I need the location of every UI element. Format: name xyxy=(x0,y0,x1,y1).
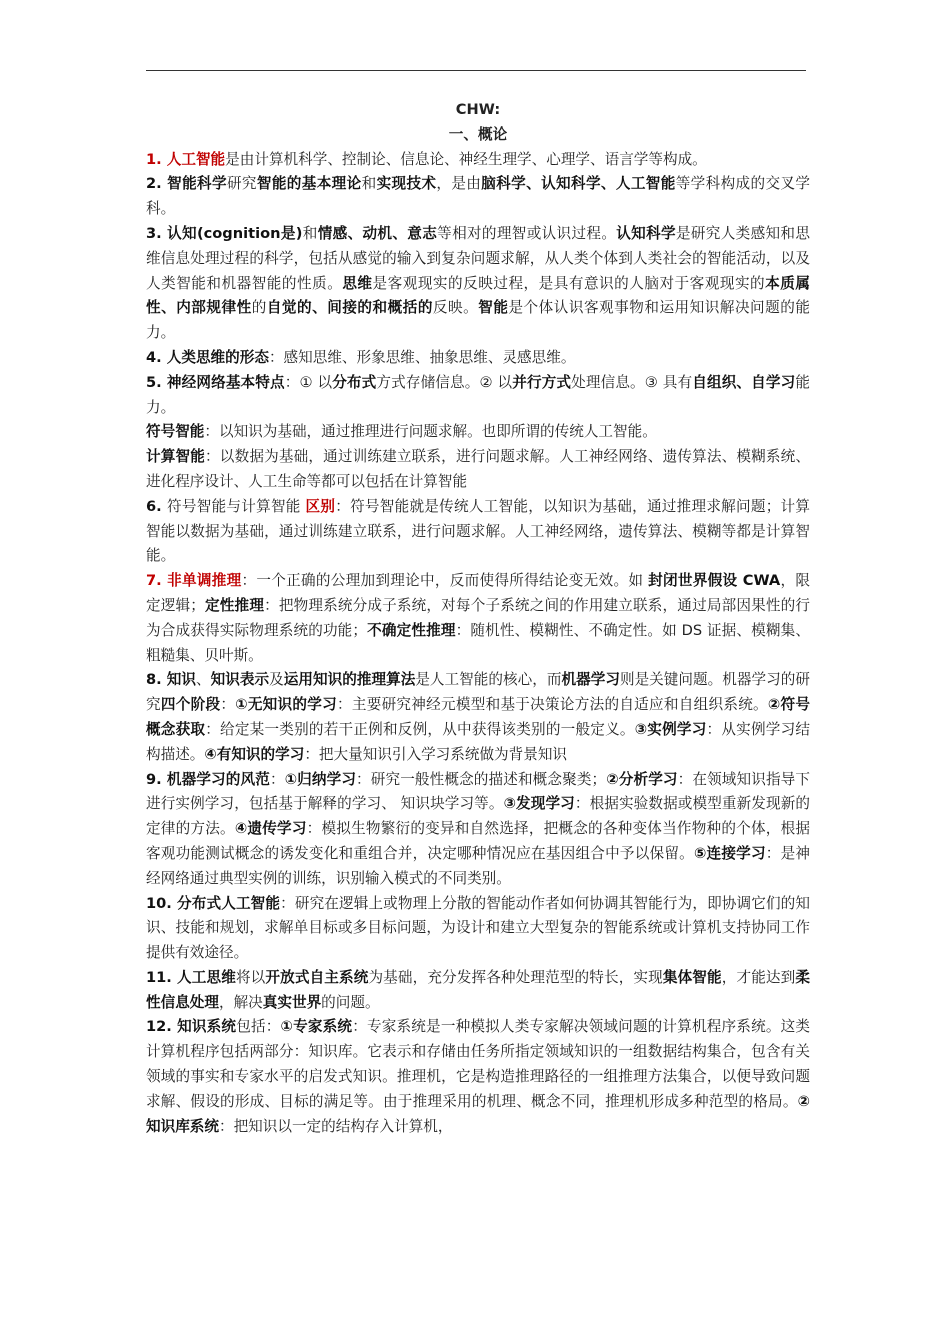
emphasis-text: 1. 人工智能 xyxy=(146,150,226,168)
text-run: ：以数据为基础，通过训练建立联系，进行问题求解。人工神经网络、遗传算法、模糊系统、进化程序设计、人工生命等都可以包括在计算智能 xyxy=(146,448,810,490)
emphasis-text: ②分析学习 xyxy=(606,770,678,788)
text-run: 反映。 xyxy=(432,299,479,317)
paragraph xyxy=(146,371,810,421)
emphasis-text: 封闭世界假设 CWA xyxy=(648,572,781,590)
text-run: ：把物理系统分成子系统，对每个子系统之间的作用建立联系，通过局部因果性的行为合成获得实际物理系统的功能； xyxy=(146,596,810,639)
emphasis-text: 10. 分布式人工智能 xyxy=(146,894,281,912)
emphasis-text: 知识表示 xyxy=(210,671,270,689)
emphasis-text: 机器学习 xyxy=(561,671,620,689)
paragraph xyxy=(146,966,810,1016)
emphasis-text: ③发现学习 xyxy=(503,795,575,813)
emphasis-text: 分布式 xyxy=(332,373,377,391)
text-run: ：① 以 xyxy=(284,373,333,391)
text-run: 是客观现实的反映过程，是具有意识的人脑对于客观现实的 xyxy=(372,274,766,292)
text-run: ：是神经网络通过典型实例的训练，识别输入模式的不同类别。 xyxy=(146,844,810,887)
emphasis-text: 定性推理 xyxy=(204,596,265,614)
text-run: 包括： xyxy=(236,1018,281,1036)
paragraph xyxy=(146,495,810,569)
text-run: 将以 xyxy=(235,968,266,986)
text-run: ：专家系统是一种模拟人类专家解决领域问题的计算机程序系统。这类计算机程序包括两部分：知识库。它表示和存储由任务所指定领域知识的一组数据结构集合，包含有关领域的事实和专家水平的启发式知识。推理机，它是构造推理路径的一组推理方法集合，以便导致问题求解、假设的形成、目标的满足等。由于推理采用的机理、概念不同，推理机形成多种范型的格局。 xyxy=(146,1018,810,1110)
text-run: 能力。 xyxy=(146,373,810,416)
text-run: ，限定逻辑； xyxy=(146,572,810,614)
emphasis-text: 运用知识的推理算法 xyxy=(283,671,416,689)
text-run: ：主要研究神经元模型和基于决策论方法的自适应和自组织系统。 xyxy=(336,696,768,714)
emphasis-text: 智能 xyxy=(478,299,509,317)
text-run: 是人工智能的核心，而 xyxy=(415,671,562,689)
emphasis-text: 集体智能 xyxy=(662,968,722,986)
emphasis-text: 2. 智能科学 xyxy=(146,175,227,193)
text-run: ：模拟生物繁衍的变异和自然选择，把概念的各种变体当作物种的个体，根据客观功能测试概念的诱发变化和重组合并，决定哪种情况应在基因组合中予以保留。 xyxy=(146,820,810,862)
text-run: ，解决 xyxy=(218,993,263,1011)
emphasis-text: ②符号概念获取 xyxy=(146,696,810,738)
text-run: ：符号智能就是传统人工智能，以知识为基础，通过推理求解问题；计算智能以数据为基础，通过训练建立联系，进行问题求解。人工神经网络，遗传算法、模糊等都是计算智能。 xyxy=(146,497,810,565)
text-run: 为基础，充分发挥各种处理范型的特长，实现 xyxy=(368,968,663,986)
emphasis-text: 开放式自主系统 xyxy=(265,968,369,986)
text-run: 方式存储信息。② 以 xyxy=(376,373,513,391)
text-run: ：给定某一类别的若干正例和反例，从中获得该类别的一般定义。 xyxy=(205,720,635,738)
text-run: ，才能达到 xyxy=(721,968,796,986)
emphasis-text: 实现技术 xyxy=(376,175,437,193)
text-run: ： xyxy=(220,696,236,714)
emphasis-text: ④遗传学习 xyxy=(234,820,307,838)
emphasis-text: ①专家系统 xyxy=(280,1018,353,1036)
text-run: ：以知识为基础，通过推理进行问题求解。也即所谓的传统人工智能。 xyxy=(204,423,657,441)
emphasis-text: ③实例学习 xyxy=(634,720,707,738)
emphasis-text: 6. xyxy=(146,497,168,515)
emphasis-text: 四个阶段 xyxy=(160,696,221,714)
emphasis-text: ①归纳学习 xyxy=(284,770,357,788)
emphasis-text: 7. 非单调推理 xyxy=(146,572,242,590)
text-run: ：随机性、模糊性、不确定性。如 DS 证据、模糊集、粗糙集、贝叶斯。 xyxy=(146,621,810,664)
text-run: ：一个正确的公理加到理论中，反而使得所得结论变无效。如 xyxy=(241,572,649,590)
emphasis-text: 本质属性、内部规律性 xyxy=(146,274,810,317)
text-run: 是个体认识客观事物和运用知识解决问题的能力。 xyxy=(146,299,810,342)
emphasis-text: 区别 xyxy=(305,497,336,515)
text-run: ：感知思维、形象思维、抽象思维、灵感思维。 xyxy=(268,348,576,366)
section-heading: 一、概论 xyxy=(448,125,508,143)
paragraph xyxy=(146,768,810,892)
paragraph xyxy=(146,346,810,371)
emphasis-text: 智能的基本理论 xyxy=(256,175,362,193)
text-run: 及 xyxy=(269,671,284,689)
paragraph xyxy=(146,420,810,445)
paragraph xyxy=(146,172,810,222)
emphasis-text: 11. 人工思维 xyxy=(146,968,236,986)
emphasis-text: ②知识库系统 xyxy=(146,1092,810,1135)
emphasis-text: ①无知识的学习 xyxy=(235,696,337,714)
paragraph xyxy=(146,569,810,668)
emphasis-text: 自组织、自学习 xyxy=(692,373,796,391)
text-run: ： xyxy=(269,770,285,788)
text-run: ：在领域知识指导下进行实例学习，包括基于解释的学习、 知识块学习等。 xyxy=(146,770,810,813)
text-run: 、 xyxy=(196,671,211,689)
text-run: ：把知识以一定的结构存入计算机， xyxy=(218,1117,453,1135)
emphasis-text: 8. 知识 xyxy=(146,671,197,689)
paragraph-list xyxy=(146,148,810,1140)
emphasis-text: 4. 人类思维的形态 xyxy=(146,348,269,366)
text-run: 的 xyxy=(251,299,267,317)
emphasis-text: 思维 xyxy=(342,274,373,292)
paragraph xyxy=(146,1015,810,1139)
emphasis-text: 情感、动机、意志 xyxy=(317,224,438,242)
text-run: ：研究在逻辑上或物理上分散的智能动作者如何协调其智能行为，即协调它们的知识、技能和规划，求解单目标或多目标问题，为设计和建立大型复杂的智能系统或计算机支持协同工作提供有效途径。 xyxy=(146,894,810,962)
emphasis-text: 真实世界 xyxy=(262,993,322,1011)
emphasis-text: 12. 知识系统 xyxy=(146,1018,237,1036)
text-run: 是研究人类感知和思维信息处理过程的科学，包括从感觉的输入到复杂问题求解，从人类个体到人类社会的智能活动，以及人类智能和机器智能的性质。 xyxy=(146,224,810,292)
emphasis-text: 5. 神经网络基本特点 xyxy=(146,373,285,391)
text-run: 和 xyxy=(302,224,318,242)
emphasis-text: 并行方式 xyxy=(512,373,572,391)
text-run: ：根据实验数据或模型重新发现新的定律的方法。 xyxy=(146,795,810,838)
emphasis-text: 脑科学、认知科学、人工智能 xyxy=(481,175,676,193)
paragraph xyxy=(146,222,810,346)
emphasis-text: 自觉的、间接的和概括的 xyxy=(266,299,433,317)
paragraph xyxy=(146,148,810,173)
text-run: ：研究一般性概念的描述和概念聚类； xyxy=(356,770,607,788)
emphasis-text: 计算智能 xyxy=(146,448,206,466)
text-run: 等相对的理智或认识过程。 xyxy=(437,224,617,242)
text-run: ：把大量知识引入学习系统做为背景知识 xyxy=(304,745,568,763)
emphasis-text: 柔性信息处理 xyxy=(146,968,810,1011)
paragraph xyxy=(146,668,810,767)
text-run: 则是关键问题。机器学习的研究 xyxy=(146,671,810,714)
text-run: 处理信息。③ 具有 xyxy=(571,373,693,391)
emphasis-text: 不确定性推理 xyxy=(367,621,456,639)
text-run: ：从实例学习结构描述。 xyxy=(146,720,810,763)
emphasis-text: 认知科学 xyxy=(616,224,676,242)
text-run: 研究 xyxy=(226,175,257,193)
emphasis-text: 符号智能 xyxy=(146,423,205,441)
paragraph xyxy=(146,892,810,966)
paragraph xyxy=(146,445,810,495)
emphasis-text: 3. 认知(cognition是) xyxy=(146,224,303,242)
emphasis-text: ④有知识的学习 xyxy=(204,745,305,763)
text-run: ，是由 xyxy=(436,175,482,193)
text-run: 是由计算机科学、控制论、信息论、神经生理学、心理学、语言学等构成。 xyxy=(225,150,707,168)
text-run: 等学科构成的交叉学科。 xyxy=(146,175,810,218)
text-run: 的问题。 xyxy=(321,993,380,1011)
emphasis-text: 9. 机器学习的风范 xyxy=(146,770,270,788)
text-run: 和 xyxy=(361,175,377,193)
doc-title: CHW: xyxy=(455,101,501,118)
document-body xyxy=(146,98,810,1139)
header-rule xyxy=(146,70,806,71)
text-run: 符号智能与计算智能 xyxy=(167,497,306,515)
emphasis-text: ⑤连接学习 xyxy=(693,844,766,862)
